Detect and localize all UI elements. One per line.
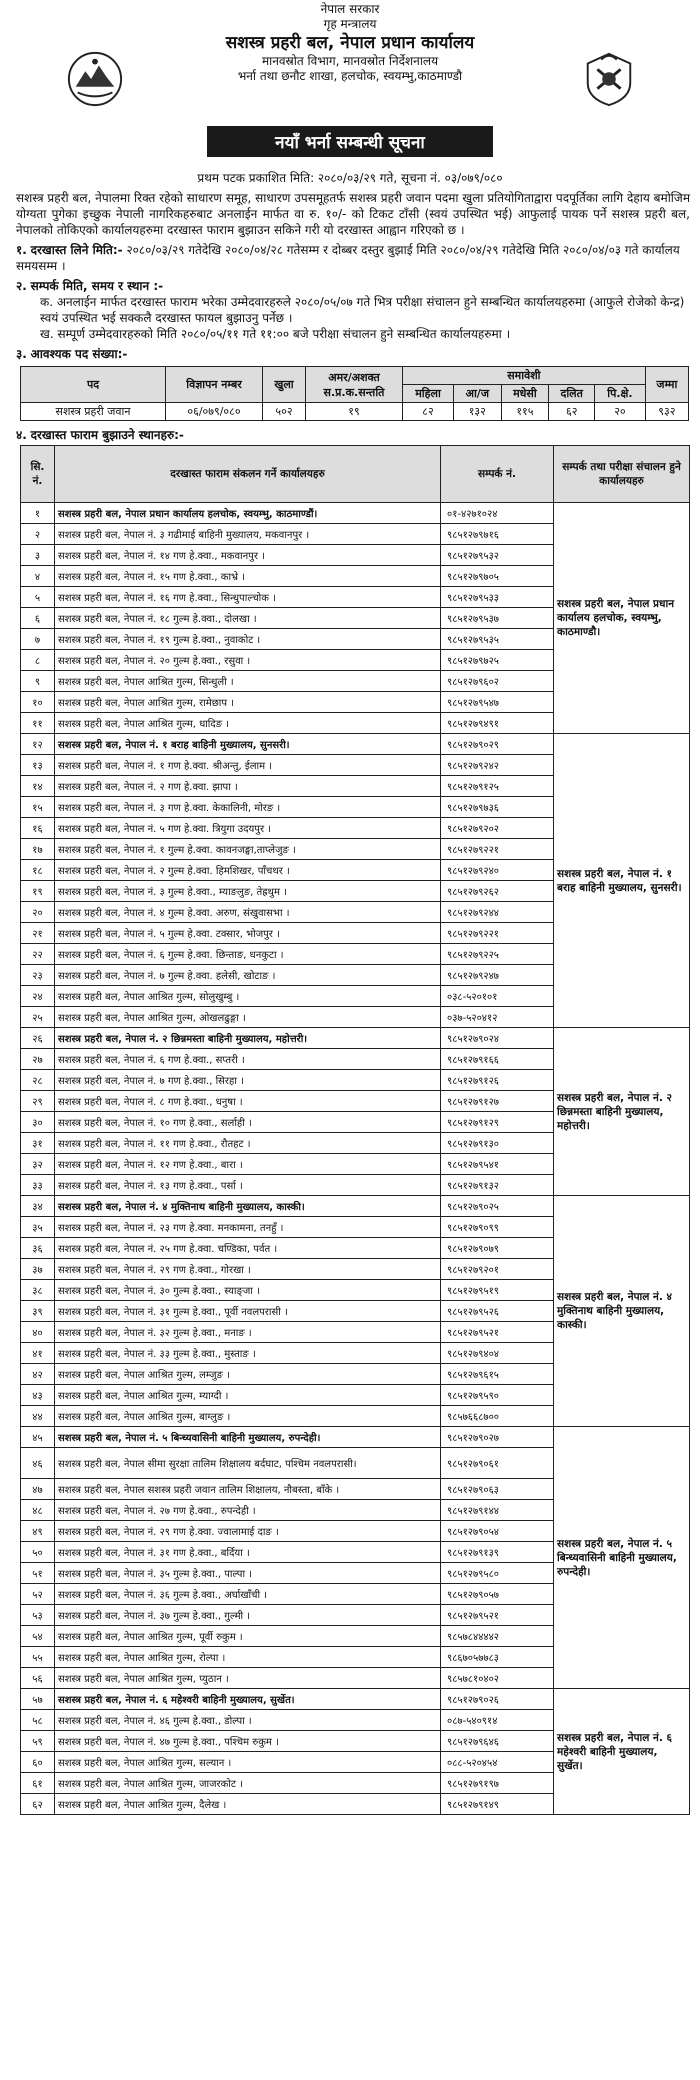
office-name: सशस्त्र प्रहरी बल, नेपाल नं. १२ गण हे.क्वा., बारा । bbox=[55, 1154, 441, 1175]
section-1-label: दरखास्त लिने मिति:- bbox=[30, 243, 123, 257]
office-name: सशस्त्र प्रहरी बल, नेपाल नं. १४ गण हे.क्वा., मकवानपुर । bbox=[55, 545, 441, 566]
office-sn: २२ bbox=[21, 944, 55, 965]
col-open: खुला bbox=[263, 367, 306, 403]
office-sn: ६ bbox=[21, 608, 55, 629]
section-4-label: दरखास्त फाराम बुझाउने स्थानहरु:- bbox=[30, 428, 184, 442]
office-phone: ९८५१२७९२२१ bbox=[441, 923, 554, 944]
office-name: सशस्त्र प्रहरी बल, नेपाल नं. ३६ गुल्म हे.क्वा., अर्घाखाँची । bbox=[55, 1584, 441, 1605]
office-name: सशस्त्र प्रहरी बल, नेपाल नं. २७ गण हे.क्वा., रुपन्देही । bbox=[55, 1500, 441, 1521]
office-phone: ९८५१२७९०९९ bbox=[441, 1217, 554, 1238]
office-phone: ९८५१२७९६०२ bbox=[441, 671, 554, 692]
office-phone: ९८५१२७९२४४ bbox=[441, 902, 554, 923]
col-post: पद bbox=[21, 367, 166, 403]
office-sn: ५ bbox=[21, 587, 55, 608]
office-name: सशस्त्र प्रहरी बल, नेपाल नं. ३ गुल्म हे.क्वा., म्याङलुङ, तेह्रथुम । bbox=[55, 881, 441, 902]
office-phone: ९८५१२७९६४६ bbox=[441, 1731, 554, 1752]
office-sn: २४ bbox=[21, 986, 55, 1007]
office-phone: ९८६७०५७७८३ bbox=[441, 1647, 554, 1668]
office-sn: २० bbox=[21, 902, 55, 923]
office-phone: ९८५१२७९५३७ bbox=[441, 608, 554, 629]
office-phone: ०३७-५२०४१२ bbox=[441, 1007, 554, 1028]
section-2 bbox=[0, 278, 700, 294]
office-phone: ९८५१२७९५२१ bbox=[441, 1322, 554, 1343]
office-name: सशस्त्र प्रहरी बल, नेपाल नं. २ छिन्नमस्ता बाहिनी मुख्यालय, महोत्तरी। bbox=[55, 1028, 441, 1049]
aj-cell: १३२ bbox=[454, 403, 501, 421]
office-name: सशस्त्र प्रहरी बल, नेपाल नं. १८ गुल्म हे.क्वा., दोलखा । bbox=[55, 608, 441, 629]
office-phone: ९८५७६६८७०० bbox=[441, 1406, 554, 1427]
office-name: सशस्त्र प्रहरी बल, नेपाल नं. ६ महेश्वरी बाहिनी मुख्यालय, सुर्खेत। bbox=[55, 1689, 441, 1710]
office-name: सशस्त्र प्रहरी बल, नेपाल नं. १ गण हे.क्वा. श्रीअन्तु, ईलाम । bbox=[55, 755, 441, 776]
section-2-item-b: ख. सम्पूर्ण उम्मेदवारहरुको मिति २०८०/०५/११ गते ११:०० बजे परीक्षा संचालन हुने सम्बन्धित कार्यालयहरुमा । bbox=[40, 327, 511, 341]
office-phone: ९८५१२७९५९० bbox=[441, 1385, 554, 1406]
office-sn: ३९ bbox=[21, 1301, 55, 1322]
col-exam-office: सम्पर्क तथा परीक्षा संचालन हुने कार्यालयहरु bbox=[554, 446, 690, 503]
office-name: सशस्त्र प्रहरी बल, नेपाल नं. २९ गण हे.क्वा. ज्वालामाई दाङ । bbox=[55, 1521, 441, 1542]
office-name: सशस्त्र प्रहरी बल, नेपाल नं. ४७ गुल्म हे.क्वा., पश्चिम रुकुम । bbox=[55, 1731, 441, 1752]
office-name: सशस्त्र प्रहरी बल, नेपाल नं. १० गण हे.क्वा., सर्लाही । bbox=[55, 1112, 441, 1133]
adno-cell: ०६/०७९/०८० bbox=[166, 403, 263, 421]
office-name: सशस्त्र प्रहरी बल, नेपाल नं. ११ गण हे.क्वा., रौतहट । bbox=[55, 1133, 441, 1154]
office-sn: ४६ bbox=[21, 1448, 55, 1479]
office-sn: ४ bbox=[21, 566, 55, 587]
col-pichhe: पि.क्षे. bbox=[595, 385, 646, 403]
department-line: मानवस्रोत विभाग, मानवस्रोत निर्देशनालय bbox=[261, 54, 439, 68]
office-name: सशस्त्र प्रहरी बल, नेपाल नं. १९ गुल्म हे.क्वा., नुवाकोट । bbox=[55, 629, 441, 650]
office-name: सशस्त्र प्रहरी बल, नेपाल नं. ३७ गुल्म हे.क्वा., गुल्मी । bbox=[55, 1605, 441, 1626]
office-name: सशस्त्र प्रहरी बल, नेपाल नं. १५ गण हे.क्वा., काभ्रे । bbox=[55, 566, 441, 587]
office-name: सशस्त्र प्रहरी बल, नेपाल नं. ८ गण हे.क्वा., धनुषा । bbox=[55, 1091, 441, 1112]
exam-office: सशस्त्र प्रहरी बल, नेपाल नं. ६ महेश्वरी बाहिनी मुख्यालय, सुर्खेत। bbox=[554, 1689, 690, 1815]
nepal-emblem-icon bbox=[66, 50, 124, 108]
office-name: सशस्त्र प्रहरी बल, नेपाल नं. ५ बिन्ध्यवासिनी बाहिनी मुख्यालय, रुपन्देही। bbox=[55, 1427, 441, 1448]
office-phone: ९८५१२७९१३२ bbox=[441, 1175, 554, 1196]
pichhe-cell: २० bbox=[595, 403, 646, 421]
office-name: सशस्त्र प्रहरी बल, नेपाल आश्रित गुल्म, जाजरकोट । bbox=[55, 1773, 441, 1794]
post-cell: सशस्त्र प्रहरी जवान bbox=[21, 403, 166, 421]
notice-header bbox=[0, 0, 700, 118]
office-row bbox=[21, 1427, 690, 1448]
office-sn: १४ bbox=[21, 776, 55, 797]
office-name: सशस्त्र प्रहरी बल, नेपाल नं. १ बराह बाहिनी मुख्यालय, सुनसरी। bbox=[55, 734, 441, 755]
office-name: सशस्त्र प्रहरी बल, नेपाल प्रधान कार्यालय हलचोक, स्वयम्भु, काठमाण्डौं। bbox=[55, 503, 441, 524]
offices-body bbox=[21, 503, 690, 1815]
office-name: सशस्त्र प्रहरी बल, नेपाल नं. २० गुल्म हे.क्वा., रसुवा । bbox=[55, 650, 441, 671]
office-name: सशस्त्र प्रहरी बल, नेपाल आश्रित गुल्म, रामेछाप । bbox=[55, 692, 441, 713]
office-sn: ४१ bbox=[21, 1343, 55, 1364]
office-phone: ०८७-५४०९१४ bbox=[441, 1710, 554, 1731]
office-phone: ९८५१२७९१२७ bbox=[441, 1091, 554, 1112]
office-sn: ४० bbox=[21, 1322, 55, 1343]
office-sn: ५१ bbox=[21, 1563, 55, 1584]
office-sn: १२ bbox=[21, 734, 55, 755]
office-phone: ९८५१२७९२२५ bbox=[441, 944, 554, 965]
office-phone: ९८५७८४४४४२ bbox=[441, 1626, 554, 1647]
office-name: सशस्त्र प्रहरी बल, नेपाल आश्रित गुल्म, धादिङ । bbox=[55, 713, 441, 734]
col-phone: सम्पर्क नं. bbox=[441, 446, 554, 503]
office-sn: १८ bbox=[21, 860, 55, 881]
office-name: सशस्त्र प्रहरी बल, नेपाल नं. १ गुल्म हे.क्वा. कावनजङ्घा,ताप्लेजुङ । bbox=[55, 839, 441, 860]
section-1-number: १. bbox=[16, 243, 27, 257]
office-sn: २७ bbox=[21, 1049, 55, 1070]
exam-office: सशस्त्र प्रहरी बल, नेपाल नं. ४ मुक्तिनाथ बाहिनी मुख्यालय, कास्की। bbox=[554, 1196, 690, 1427]
office-row bbox=[21, 1196, 690, 1217]
office-sn: ३ bbox=[21, 545, 55, 566]
office-phone: ९८५१२७९५२१ bbox=[441, 1605, 554, 1626]
office-sn: ३३ bbox=[21, 1175, 55, 1196]
office-name: सशस्त्र प्रहरी बल, नेपाल नं. ३ गढीमाई बाहिनी मुख्यालय, मकवानपुर । bbox=[55, 524, 441, 545]
office-sn: ४७ bbox=[21, 1479, 55, 1500]
section-1-text: २०८०/०३/२९ गतेदेखि २०८०/०४/२८ गतेसम्म र दोब्बर दस्तुर बुझाई मिति २०८०/०४/२९ गतेदेखि मिति २०८०/०४/०३ गते कार्यालय समयसम्म । bbox=[16, 243, 680, 273]
office-name: सशस्त्र प्रहरी बल, नेपाल आश्रित गुल्म, सोलुखुम्बु । bbox=[55, 986, 441, 1007]
office-name: सशस्त्र प्रहरी बल, नेपाल नं. ५ गुल्म हे.क्वा. टक्सार, भोजपुर । bbox=[55, 923, 441, 944]
office-sn: २३ bbox=[21, 965, 55, 986]
office-phone: ९८५१२७९१६६ bbox=[441, 1049, 554, 1070]
office-phone: ९८५१२७९५३५ bbox=[441, 629, 554, 650]
office-sn: ५५ bbox=[21, 1647, 55, 1668]
apf-emblem-icon bbox=[580, 50, 638, 108]
office-phone: ९८५१२७९५४७ bbox=[441, 692, 554, 713]
govt-line: नेपाल सरकार bbox=[320, 2, 380, 16]
office-name: सशस्त्र प्रहरी बल, नेपाल नं. ४ गुल्म हे.क्वा. अरुण, संखुवासभा । bbox=[55, 902, 441, 923]
office-phone: ९८५१२७९१२५ bbox=[441, 776, 554, 797]
office-name: सशस्त्र प्रहरी बल, नेपाल आश्रित गुल्म, लम्जुङ । bbox=[55, 1364, 441, 1385]
office-name: सशस्त्र प्रहरी बल, नेपाल नं. ५ गण हे.क्वा. त्रियुगा उदयपुर । bbox=[55, 818, 441, 839]
col-office: दरखास्त फाराम संकलन गर्ने कार्यालयहरु bbox=[55, 446, 441, 503]
office-phone: ०८८-५२०४५४ bbox=[441, 1752, 554, 1773]
office-phone: ९८५१२७९०७९ bbox=[441, 1238, 554, 1259]
office-sn: ३२ bbox=[21, 1154, 55, 1175]
office-name: सशस्त्र प्रहरी बल, नेपाल नं. ३३ गुल्म हे.क्वा., मुस्ताङ । bbox=[55, 1343, 441, 1364]
office-sn: १७ bbox=[21, 839, 55, 860]
office-name: सशस्त्र प्रहरी बल, नेपाल नं. ३१ गुल्म हे.क्वा., पूर्वी नवलपरासी । bbox=[55, 1301, 441, 1322]
section-3-label: आवश्यक पद संख्या:- bbox=[30, 347, 128, 361]
office-name: सशस्त्र प्रहरी बल, नेपाल नं. २ गण हे.क्वा. झापा । bbox=[55, 776, 441, 797]
section-2-label: सम्पर्क मिति, समय र स्थान :- bbox=[30, 279, 164, 293]
posts-row bbox=[21, 403, 689, 421]
office-row bbox=[21, 503, 690, 524]
office-sn: ५० bbox=[21, 1542, 55, 1563]
office-name: सशस्त्र प्रहरी बल, नेपाल नं. ६ गुल्म हे.क्वा. छिन्ताङ, धनकुटा । bbox=[55, 944, 441, 965]
office-sn: ३४ bbox=[21, 1196, 55, 1217]
office-phone: ९८५१२७९२४० bbox=[441, 860, 554, 881]
col-inclusive: समावेशी bbox=[403, 367, 646, 385]
office-sn: २ bbox=[21, 524, 55, 545]
office-name: सशस्त्र प्रहरी बल, नेपाल नं. २३ गण हे.क्वा. मनकामना, तनहुँ । bbox=[55, 1217, 441, 1238]
office-sn: ५६ bbox=[21, 1668, 55, 1689]
office-name: सशस्त्र प्रहरी बल, नेपाल आश्रित गुल्म, दैलेख । bbox=[55, 1794, 441, 1815]
office-name: सशस्त्र प्रहरी बल, नेपाल नं. २५ गण हे.क्वा. चण्डिका, पर्वत । bbox=[55, 1238, 441, 1259]
office-name: सशस्त्र प्रहरी बल, नेपाल नं. ३२ गुल्म हे.क्वा., मनाङ । bbox=[55, 1322, 441, 1343]
office-sn: ९ bbox=[21, 671, 55, 692]
office-phone: ९८५१२७९०२९ bbox=[441, 734, 554, 755]
col-total: जम्मा bbox=[645, 367, 688, 403]
exam-office: सशस्त्र प्रहरी बल, नेपाल नं. ५ बिन्ध्यवासिनी बाहिनी मुख्यालय, रुपन्देही। bbox=[554, 1427, 690, 1689]
office-phone: ९८५१२७९५३३ bbox=[441, 587, 554, 608]
office-name: सशस्त्र प्रहरी बल, नेपाल आश्रित गुल्म, सिन्धुली । bbox=[55, 671, 441, 692]
office-sn: ८ bbox=[21, 650, 55, 671]
office-name: सशस्त्र प्रहरी बल, नेपाल नं. ३ गण हे.क्वा. केकालिनी, मोरङ । bbox=[55, 797, 441, 818]
office-sn: २९ bbox=[21, 1091, 55, 1112]
office-phone: ९८५१२७९४९१ bbox=[441, 713, 554, 734]
office-phone: ९८५१२७९५८० bbox=[441, 1563, 554, 1584]
office-sn: ४४ bbox=[21, 1406, 55, 1427]
office-phone: ९८५१२७९२४२ bbox=[441, 755, 554, 776]
office-sn: २६ bbox=[21, 1028, 55, 1049]
office-sn: ३१ bbox=[21, 1133, 55, 1154]
office-phone: ९८५१२७९१३९ bbox=[441, 1542, 554, 1563]
office-phone: ०३८-५२०१०१ bbox=[441, 986, 554, 1007]
office-sn: ५८ bbox=[21, 1710, 55, 1731]
office-phone: ९८५१२७९१३० bbox=[441, 1133, 554, 1154]
office-sn: ५३ bbox=[21, 1605, 55, 1626]
office-sn: ४८ bbox=[21, 1500, 55, 1521]
total-cell: ९३२ bbox=[645, 403, 688, 421]
office-sn: ६१ bbox=[21, 1773, 55, 1794]
office-sn: १ bbox=[21, 503, 55, 524]
office-name: सशस्त्र प्रहरी बल, नेपाल आश्रित गुल्म, म्याग्दी । bbox=[55, 1385, 441, 1406]
office-sn: ६२ bbox=[21, 1794, 55, 1815]
women-cell: ८२ bbox=[403, 403, 454, 421]
col-dalit: दलित bbox=[549, 385, 595, 403]
office-phone: ९८५१२७९१४४ bbox=[441, 1500, 554, 1521]
office-name: सशस्त्र प्रहरी बल, नेपाल आश्रित गुल्म, बाग्लुङ । bbox=[55, 1406, 441, 1427]
office-sn: १० bbox=[21, 692, 55, 713]
col-madhesi: मधेसी bbox=[501, 385, 549, 403]
office-name: सशस्त्र प्रहरी बल, नेपाल नं. १३ गण हे.क्वा., पर्सा । bbox=[55, 1175, 441, 1196]
office-sn: ४५ bbox=[21, 1427, 55, 1448]
office-phone: ९८५१२७९०५७ bbox=[441, 1584, 554, 1605]
org-name: सशस्त्र प्रहरी बल, नेपाल प्रधान कार्यालय bbox=[225, 33, 475, 53]
office-sn: २१ bbox=[21, 923, 55, 944]
office-name: सशस्त्र प्रहरी बल, नेपाल नं. ७ गुल्म हे.क्वा. हलेसी, खोटाङ । bbox=[55, 965, 441, 986]
section-3 bbox=[0, 346, 700, 362]
office-sn: ५९ bbox=[21, 1731, 55, 1752]
notice-title: नयाँ भर्ना सम्बन्धी सूचना bbox=[207, 126, 493, 157]
office-name: सशस्त्र प्रहरी बल, नेपाल नं. ६ गण हे.क्वा., सप्तरी । bbox=[55, 1049, 441, 1070]
office-phone: ९८५१२७९५४१ bbox=[441, 1154, 554, 1175]
office-phone: ९८५१२७९७१६ bbox=[441, 524, 554, 545]
col-women: महिला bbox=[403, 385, 454, 403]
office-row bbox=[21, 1689, 690, 1710]
exam-office: सशस्त्र प्रहरी बल, नेपाल नं. १ बराह बाहिनी मुख्यालय, सुनसरी। bbox=[554, 734, 690, 1028]
office-phone: ९८५७८१०४०२ bbox=[441, 1668, 554, 1689]
office-phone: ९८५१२७९२२१ bbox=[441, 839, 554, 860]
office-phone: ९८५१२७९२६२ bbox=[441, 881, 554, 902]
office-phone: ९८५१२७९७२५ bbox=[441, 650, 554, 671]
office-name: सशस्त्र प्रहरी बल, नेपाल नं. ३१ गण हे.क्वा., बर्दिया । bbox=[55, 1542, 441, 1563]
section-2-item-a: क. अनलाईन मार्फत दरखास्त फाराम भरेका उम्मेदवारहरुले २०८०/०५/०७ गते भित्र परीक्षा संचालन हुने सम्बन्धित कार्यालयहरुमा (आफुले रोजेको केन्द्र) स्वयं उपस्थित भई सक्कलै दरखास्त फायल बुझाउनु पर्नेछ । bbox=[40, 295, 685, 325]
amar-cell: १९ bbox=[306, 403, 403, 421]
office-sn: ७ bbox=[21, 629, 55, 650]
office-sn: ४२ bbox=[21, 1364, 55, 1385]
publication-line: प्रथम पटक प्रकाशित मिति: २०८०/०३/२९ गते, सूचना नं. ०३/०७९/०८० bbox=[197, 171, 503, 185]
office-phone: ९८५१२७९०२६ bbox=[441, 1689, 554, 1710]
office-phone: ९८५१२७९५३२ bbox=[441, 545, 554, 566]
dalit-cell: ६२ bbox=[549, 403, 595, 421]
office-phone: ९८५१२७९०२४ bbox=[441, 1028, 554, 1049]
office-name: सशस्त्र प्रहरी बल, नेपाल नं. ४६ गुल्म हे.क्वा., डोल्पा । bbox=[55, 1710, 441, 1731]
office-sn: ६० bbox=[21, 1752, 55, 1773]
office-phone: ९८५१२७९०५४ bbox=[441, 1521, 554, 1542]
office-sn: ३७ bbox=[21, 1259, 55, 1280]
office-sn: ३० bbox=[21, 1112, 55, 1133]
office-name: सशस्त्र प्रहरी बल, नेपाल नं. २९ गण हे.क्वा., गोरखा । bbox=[55, 1259, 441, 1280]
office-name: सशस्त्र प्रहरी बल, नेपाल सशस्त्र प्रहरी जवान तालिम शिक्षालय, नौबस्ता, बाँके । bbox=[55, 1479, 441, 1500]
office-name: सशस्त्र प्रहरी बल, नेपाल आश्रित गुल्म, रोल्पा । bbox=[55, 1647, 441, 1668]
office-phone: ९८५१२७९१९७ bbox=[441, 1773, 554, 1794]
office-sn: ५२ bbox=[21, 1584, 55, 1605]
office-sn: २८ bbox=[21, 1070, 55, 1091]
office-sn: ५४ bbox=[21, 1626, 55, 1647]
madhesi-cell: ११५ bbox=[501, 403, 549, 421]
office-name: सशस्त्र प्रहरी बल, नेपाल आश्रित गुल्म, प्युठान । bbox=[55, 1668, 441, 1689]
office-phone: ९८५१२७९५२६ bbox=[441, 1301, 554, 1322]
office-name: सशस्त्र प्रहरी बल, नेपाल आश्रित गुल्म, ओखलढुङ्गा । bbox=[55, 1007, 441, 1028]
office-name: सशस्त्र प्रहरी बल, नेपाल आश्रित गुल्म, सल्यान । bbox=[55, 1752, 441, 1773]
office-name: सशस्त्र प्रहरी बल, नेपाल नं. ४ मुक्तिनाथ बाहिनी मुख्यालय, कास्की। bbox=[55, 1196, 441, 1217]
office-sn: १६ bbox=[21, 818, 55, 839]
office-sn: ३५ bbox=[21, 1217, 55, 1238]
section-1 bbox=[0, 242, 700, 274]
office-sn: १९ bbox=[21, 881, 55, 902]
office-name: सशस्त्र प्रहरी बल, नेपाल नं. १६ गण हे.क्वा., सिन्धुपाल्चोक । bbox=[55, 587, 441, 608]
office-phone: ९८५१२७९१२९ bbox=[441, 1112, 554, 1133]
office-phone: ९८५१२७९२४७ bbox=[441, 965, 554, 986]
office-sn: १३ bbox=[21, 755, 55, 776]
office-phone: ९८५१२७९२०२ bbox=[441, 818, 554, 839]
section-2-number: २. bbox=[16, 279, 27, 293]
office-phone: ९८५१२७९५१९ bbox=[441, 1280, 554, 1301]
open-cell: ५०२ bbox=[263, 403, 306, 421]
branch-line: भर्ना तथा छनौट शाखा, हलचोक, स्वयम्भु,काठमाण्डौ bbox=[237, 69, 463, 83]
office-sn: ११ bbox=[21, 713, 55, 734]
office-phone: ९८५१२७९०६१ bbox=[441, 1448, 554, 1479]
intro-paragraph: सशस्त्र प्रहरी बल, नेपालमा रिक्त रहेको साधारण समूह, साधारण उपसमूहतर्फ सशस्त्र प्रहरी जवान पदमा खुला प्रतियोगिताद्वारा पदपूर्तिका लागि देहाय बमोजिम योग्यता पुगेका इच्छुक नेपाली नागरिकहरुबाट अनलाईन मार्फत वा रु. १०/- को टिकट टाँसी (स्वयं उपस्थित भई) आफुलाई पायक पर्ने सशस्त्र प्रहरी बल, नेपालको तोकिएको कार्यालयहरुमा दरखास्त फाराम बुझाउन सकिने गरी यो दरखास्त आह्वान गरिएको छ । bbox=[16, 191, 691, 237]
ministry-line: गृह मन्त्रालय bbox=[323, 17, 377, 31]
office-name: सशस्त्र प्रहरी बल, नेपाल नं. ७ गण हे.क्वा., सिरहा । bbox=[55, 1070, 441, 1091]
exam-office: सशस्त्र प्रहरी बल, नेपाल प्रधान कार्यालय हलचोक, स्वयम्भु, काठमाण्डौ। bbox=[554, 503, 690, 734]
office-name: सशस्त्र प्रहरी बल, नेपाल सीमा सुरक्षा तालिम शिक्षालय बर्दघाट, पश्चिम नवलपरासी। bbox=[55, 1448, 441, 1479]
office-name: सशस्त्र प्रहरी बल, नेपाल नं. ३० गुल्म हे.क्वा., स्याङ्जा । bbox=[55, 1280, 441, 1301]
col-sn: सि. नं. bbox=[21, 446, 55, 503]
office-phone: ९८५१२७९२०१ bbox=[441, 1259, 554, 1280]
office-sn: ४३ bbox=[21, 1385, 55, 1406]
office-name: सशस्त्र प्रहरी बल, नेपाल नं. २ गुल्म हे.क्वा. हिमशिखर, पाँचथर । bbox=[55, 860, 441, 881]
office-name: सशस्त्र प्रहरी बल, नेपाल नं. ३५ गुल्म हे.क्वा., पाल्पा । bbox=[55, 1563, 441, 1584]
office-sn: ५७ bbox=[21, 1689, 55, 1710]
office-phone: ०१-४२७१०२४ bbox=[441, 503, 554, 524]
col-aj: आ/ज bbox=[454, 385, 501, 403]
office-phone: ९८५१२७९७०५ bbox=[441, 566, 554, 587]
office-name: सशस्त्र प्रहरी बल, नेपाल आश्रित गुल्म, पूर्वी रुकुम । bbox=[55, 1626, 441, 1647]
office-sn: ३६ bbox=[21, 1238, 55, 1259]
office-sn: ४९ bbox=[21, 1521, 55, 1542]
offices-table bbox=[20, 445, 690, 1815]
exam-office: सशस्त्र प्रहरी बल, नेपाल नं. २ छिन्नमस्ता बाहिनी मुख्यालय, महोत्तरी। bbox=[554, 1028, 690, 1196]
office-sn: १५ bbox=[21, 797, 55, 818]
col-ad-number: विज्ञापन नम्बर bbox=[166, 367, 263, 403]
office-phone: ९८५१२७९१४९ bbox=[441, 1794, 554, 1815]
office-sn: ३८ bbox=[21, 1280, 55, 1301]
office-phone: ९८५१२७९४०४ bbox=[441, 1343, 554, 1364]
office-sn: २५ bbox=[21, 1007, 55, 1028]
office-phone: ९८५१२७९०२७ bbox=[441, 1427, 554, 1448]
posts-table bbox=[20, 366, 689, 421]
office-phone: ९८५१२७९०२५ bbox=[441, 1196, 554, 1217]
section-4-number: ४. bbox=[16, 428, 27, 442]
office-phone: ९८५१२७९१२६ bbox=[441, 1070, 554, 1091]
office-phone: ९८५१२७९७३६ bbox=[441, 797, 554, 818]
office-phone: ९८५१२७९०६३ bbox=[441, 1479, 554, 1500]
office-row bbox=[21, 734, 690, 755]
section-3-number: ३. bbox=[16, 347, 27, 361]
office-row bbox=[21, 1028, 690, 1049]
col-amar: अमर/अशक्त स.प्र.क.सन्तति bbox=[306, 367, 403, 403]
office-phone: ९८५१२७९६१५ bbox=[441, 1364, 554, 1385]
section-4 bbox=[0, 427, 700, 443]
